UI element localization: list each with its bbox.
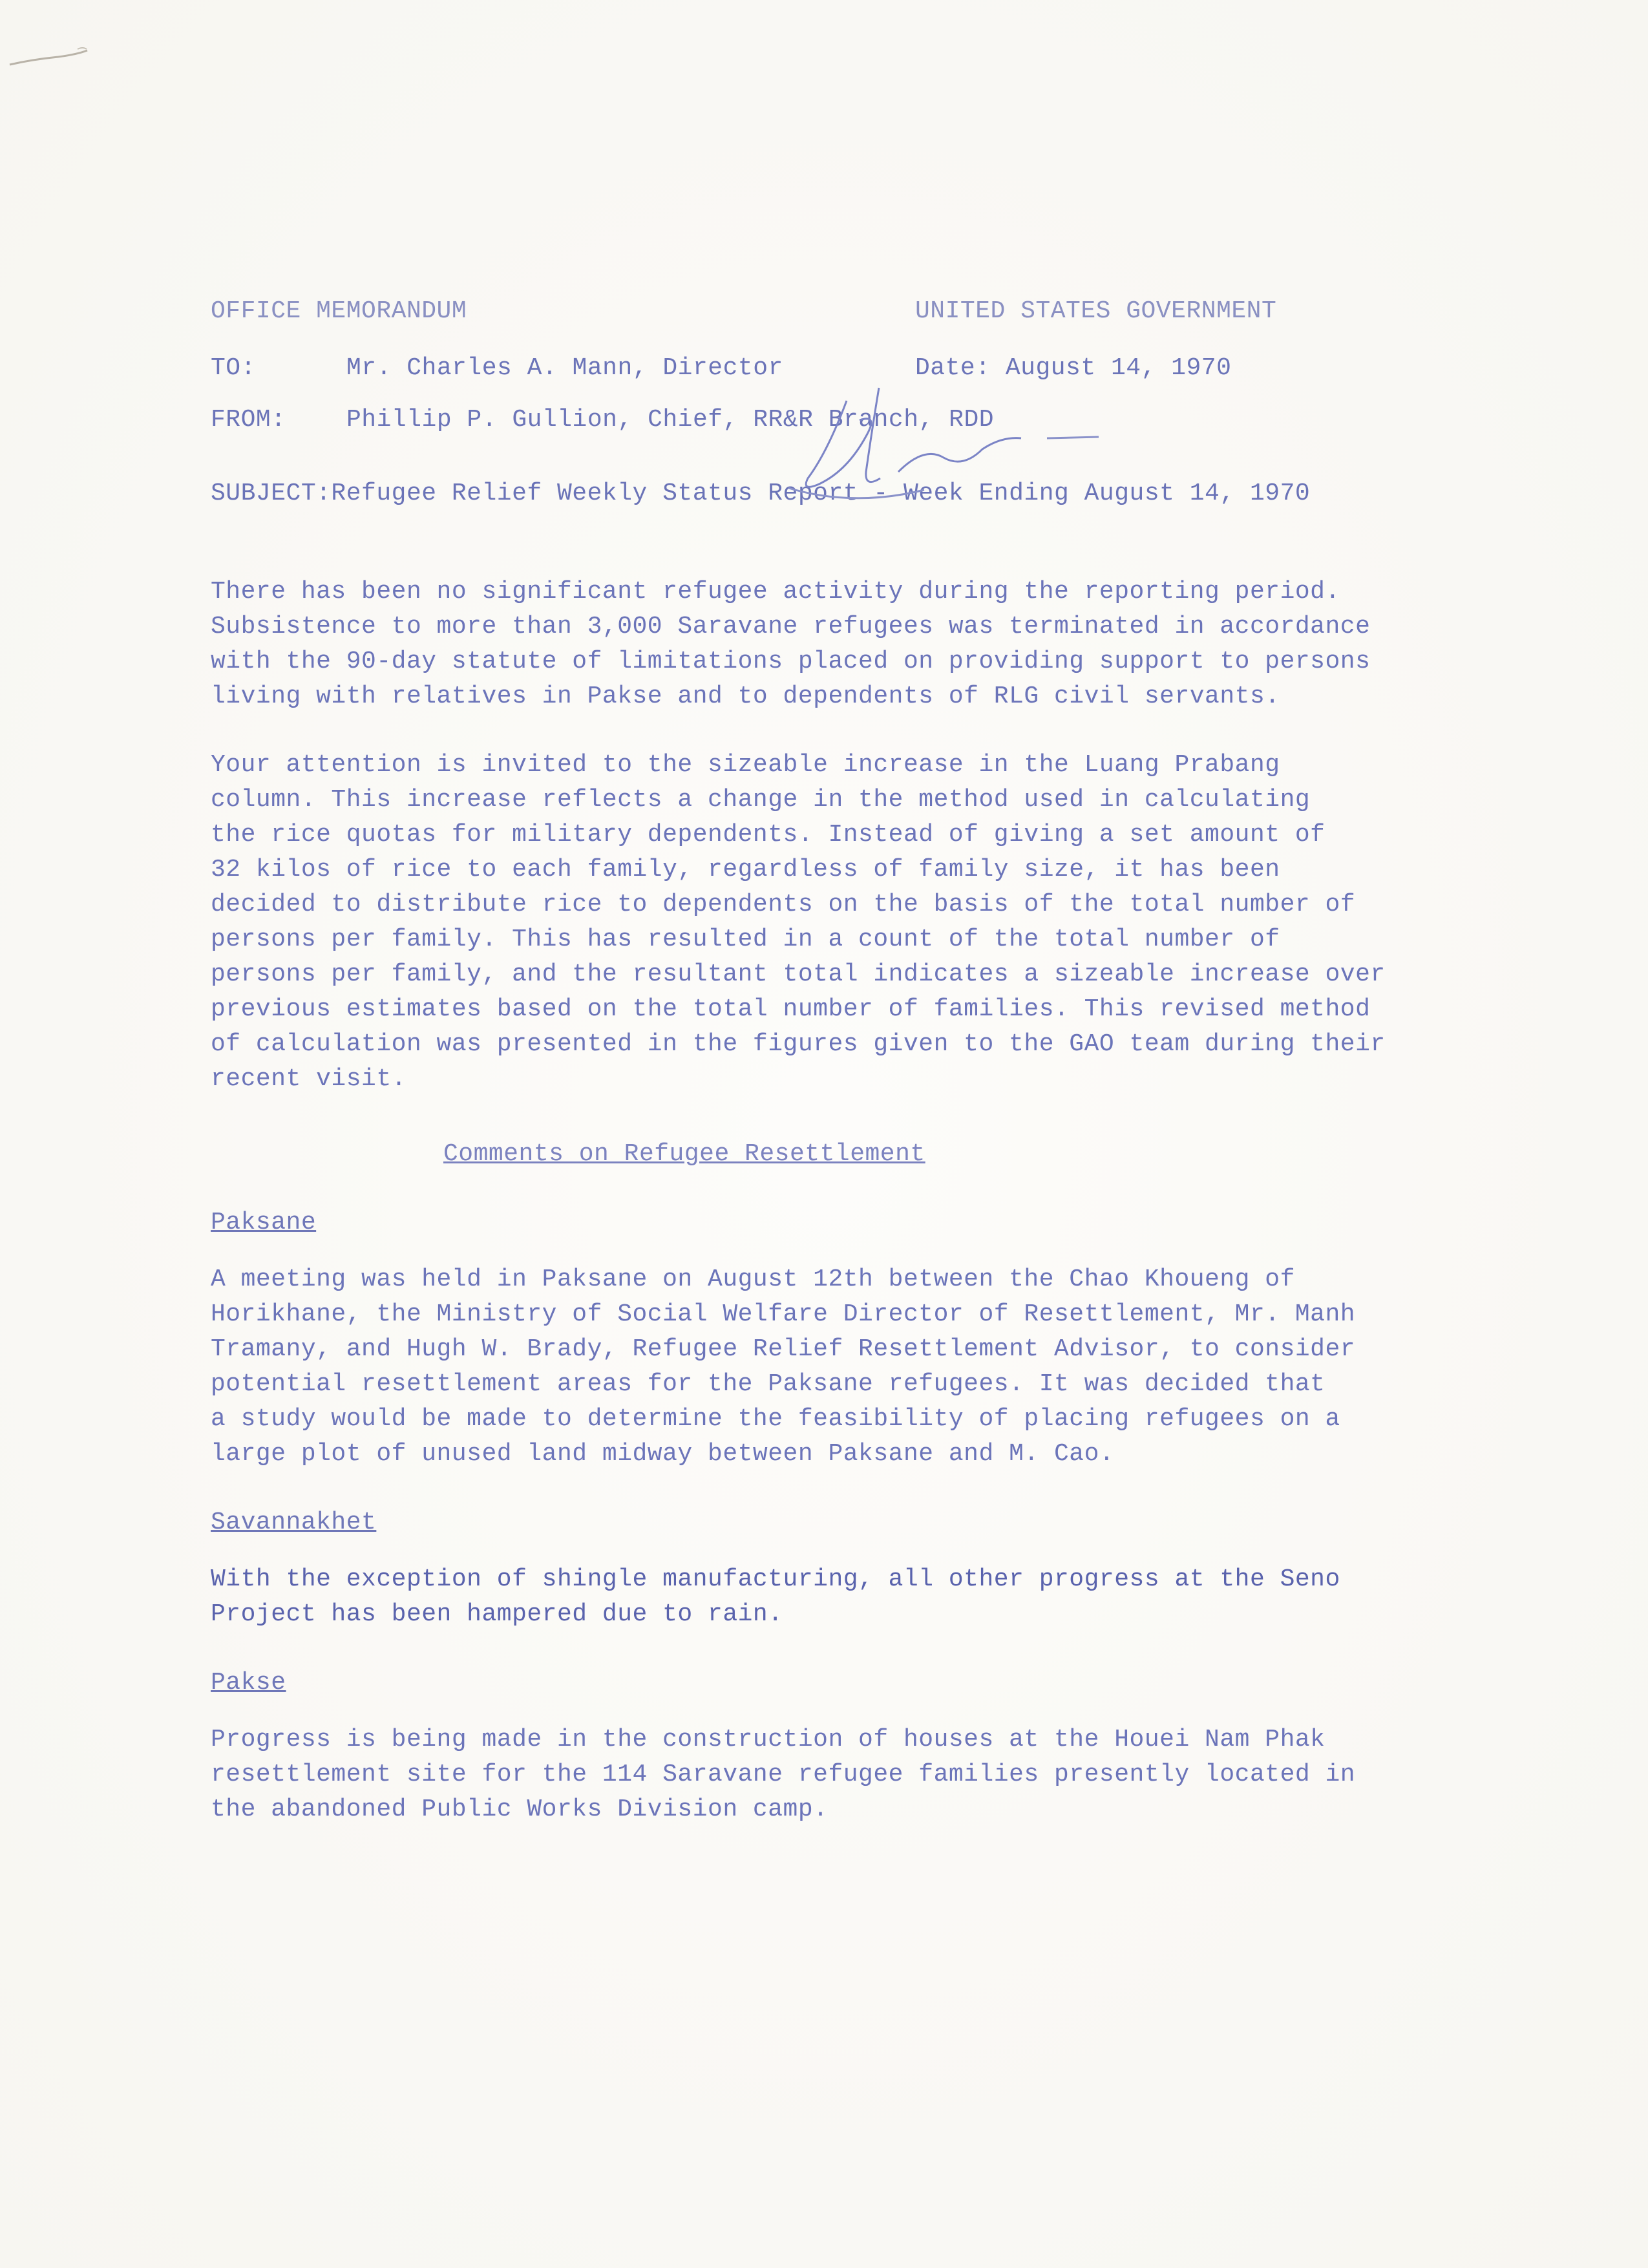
text-line: column. This increase reflects a change in the method used in calculating (211, 786, 1311, 814)
text-line: a study would be made to determine the feasibility of placing refugees on a (211, 1405, 1340, 1433)
text-line: decided to distribute rice to dependents on the basis of the total number of (211, 891, 1356, 918)
section-body-savannakhet (211, 1562, 1516, 1632)
section-body-paksane (211, 1262, 1516, 1472)
paragraph-refugee-activity (211, 575, 1516, 714)
from-value: Phillip P. Gullion, Chief, RR&R Branch, RDD (346, 406, 995, 434)
text-line: the abandoned Public Works Division camp. (211, 1796, 829, 1823)
resettlement-heading: Comments on Refugee Resettlement (443, 1140, 925, 1168)
pencil-mark-icon (6, 45, 90, 71)
section-title-savannakhet: Savannakhet (211, 1509, 377, 1536)
text-line: the rice quotas for military dependents. Instead of giving a set amount of (211, 821, 1326, 849)
subject-line: SUBJECT:Refugee Relief Weekly Status Report - Week Ending August 14, 1970 (211, 480, 1311, 507)
text-line: There has been no significant refugee activity during the reporting period. (211, 578, 1340, 606)
text-line: persons per family, and the resultant total indicates a sizeable increase over (211, 960, 1386, 988)
to-row (211, 351, 1516, 403)
issuing-government: UNITED STATES GOVERNMENT (915, 297, 1277, 325)
section-body-pakse (211, 1722, 1516, 1827)
text-line: living with relatives in Pakse and to dependents of RLG civil servants. (211, 683, 1280, 710)
text-line: Project has been hampered due to rain. (211, 1600, 783, 1628)
to-label: TO: (211, 354, 256, 382)
text-line: Progress is being made in the construction of houses at the Houei Nam Phak (211, 1726, 1326, 1754)
text-line: previous estimates based on the total number of families. This revised method (211, 995, 1371, 1023)
text-line: with the 90-day statute of limitations placed on providing support to persons (211, 648, 1371, 675)
text-line: recent visit. (211, 1065, 407, 1093)
date-value: August 14, 1970 (1005, 354, 1232, 382)
text-line: potential resettlement areas for the Paksane refugees. It was decided that (211, 1370, 1326, 1398)
text-line: large plot of unused land midway between Paksane and M. Cao. (211, 1440, 1115, 1468)
text-line: of calculation was presented in the figures given to the GAO team during their (211, 1030, 1386, 1058)
office-memorandum (211, 294, 1516, 1827)
text-line: persons per family. This has resulted in a count of the total number of (211, 926, 1280, 953)
section-title-pakse: Pakse (211, 1669, 286, 1697)
text-line: A meeting was held in Paksane on August 12th between the Chao Khoueng of (211, 1266, 1295, 1293)
text-line: With the exception of shingle manufacturing, all other progress at the Seno (211, 1565, 1340, 1593)
section-title-paksane: Paksane (211, 1209, 317, 1236)
date-field (915, 351, 1231, 386)
date-label: Date: (915, 354, 991, 382)
text-line: Tramany, and Hugh W. Brady, Refugee Relief Resettlement Advisor, to consider (211, 1335, 1356, 1363)
paragraph-luang-prabang (211, 748, 1516, 1097)
text-line: Your attention is invited to the sizeable increase in the Luang Prabang (211, 751, 1280, 779)
memo-type: OFFICE MEMORANDUM (211, 297, 467, 325)
to-value: Mr. Charles A. Mann, Director (346, 354, 783, 382)
text-line: Subsistence to more than 3,000 Saravane refugees was terminated in accordance (211, 613, 1371, 641)
text-line: resettlement site for the 114 Saravane refugee families presently located in (211, 1761, 1356, 1788)
from-row (211, 403, 1516, 454)
from-label: FROM: (211, 406, 286, 434)
memo-header (211, 294, 1516, 333)
text-line: 32 kilos of rice to each family, regardless of family size, it has been (211, 856, 1280, 884)
text-line: Horikhane, the Ministry of Social Welfare Director of Resettlement, Mr. Manh (211, 1300, 1356, 1328)
